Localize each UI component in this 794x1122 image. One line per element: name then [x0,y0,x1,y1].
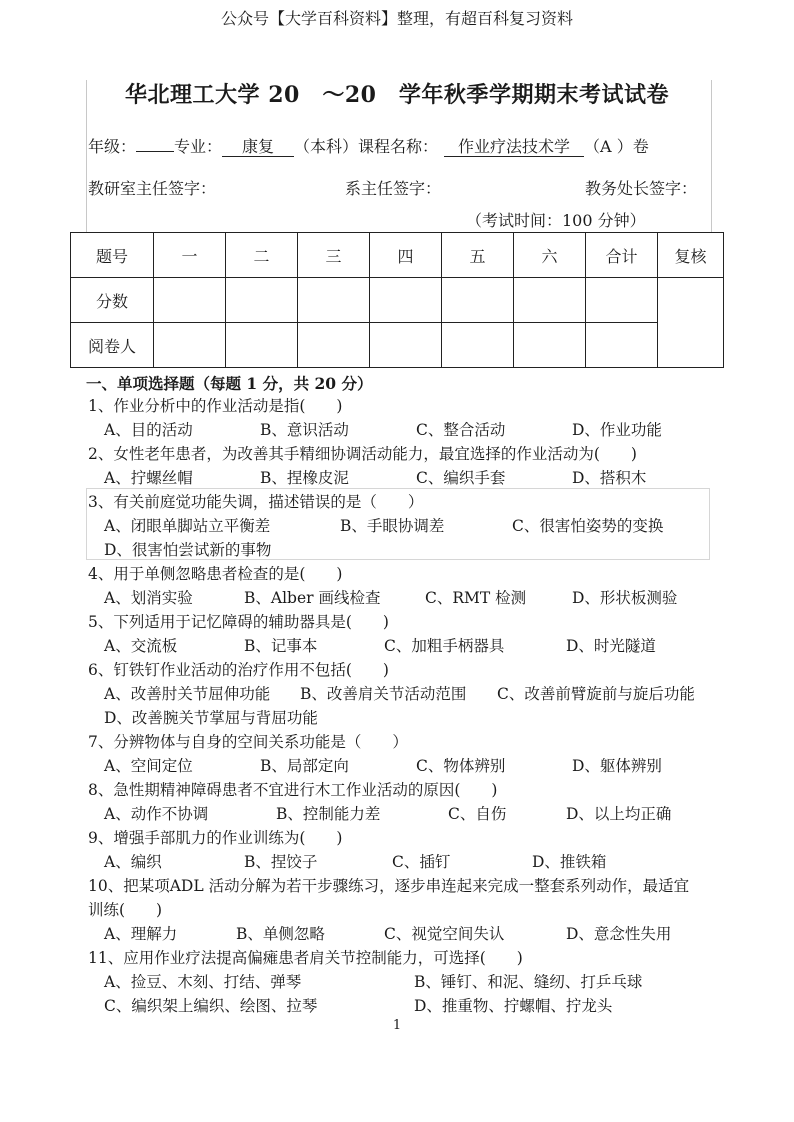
grader-cell[interactable] [154,323,226,368]
option[interactable]: C、物体辨别 [416,757,506,775]
question-stem: 11、应用作业疗法提高偏瘫患者肩关节控制能力，可选择( ) [88,949,523,967]
question-stem: 9、增强手部肌力的作业训练为( ) [88,829,343,847]
option[interactable]: A、改善肘关节屈伸功能 [104,685,271,703]
header-cell: 题号 [71,233,154,278]
info-row [88,134,649,157]
exam-title: 华北理工大学 20 ～20 学年秋季学期期末考试试卷 [125,82,669,108]
course-value: 作业疗法技术学 [444,138,584,157]
row-label-grader: 阅卷人 [71,323,154,368]
option[interactable]: B、捏橡皮泥 [260,469,349,487]
row-label-score: 分数 [71,278,154,323]
question-stem: 4、用于单侧忽略患者检查的是( ) [88,565,343,583]
option[interactable]: D、意念性失用 [566,925,672,943]
option[interactable]: B、控制能力差 [276,805,381,823]
option[interactable]: A、动作不协调 [104,805,209,823]
option[interactable]: A、捡豆、木刻、打结、弹琴 [104,973,302,991]
page-number: 1 [392,1018,402,1033]
question-stem: 7、分辨物体与自身的空间关系功能是（ ） [88,733,408,751]
question-stem: 8、急性期精神障碍患者不宜进行木工作业活动的原因( ) [88,781,498,799]
option[interactable]: C、自伤 [448,805,507,823]
question-stem: 2、女性老年患者，为改善其手精细协调活动能力，最宜选择的作业活动为( ) [88,445,637,463]
question-stem: 5、下列适用于记忆障碍的辅助器具是( ) [88,613,389,631]
option[interactable]: D、搭积木 [572,469,647,487]
grader-cell[interactable] [442,323,514,368]
major-label: 专业： [174,137,223,156]
option[interactable]: A、理解力 [104,925,178,943]
score-table [70,232,724,368]
option[interactable]: B、局部定向 [260,757,349,775]
option[interactable]: B、Alber 画线检查 [244,589,381,607]
sig-dean-label: 教务处长签字： [585,179,698,198]
option[interactable]: D、形状板测验 [572,589,678,607]
sig-director-label: 教研室主任签字： [88,179,217,198]
option[interactable]: C、改善前臂旋前与旋后功能 [497,685,695,703]
option[interactable]: D、以上均正确 [566,805,672,823]
section-title: 一、单项选择题（每题 1 分，共 20 分） [86,374,373,393]
option[interactable]: B、单侧忽略 [236,925,325,943]
score-cell[interactable] [586,278,658,323]
grader-cell[interactable] [226,323,298,368]
exam-time: （考试时间：100 分钟） [466,211,646,230]
option[interactable]: D、推铁箱 [532,853,607,871]
option[interactable]: D、改善腕关节掌屈与背屈功能 [104,709,318,727]
score-cell[interactable] [226,278,298,323]
option[interactable]: B、捏饺子 [244,853,318,871]
option[interactable]: A、空间定位 [104,757,193,775]
option[interactable]: A、编织 [104,853,162,871]
option[interactable]: D、时光隧道 [566,637,656,655]
option[interactable]: A、目的活动 [104,421,193,439]
option[interactable]: B、改善肩关节活动范围 [300,685,467,703]
score-cell[interactable] [298,278,370,323]
score-cell[interactable] [514,278,586,323]
question-stem: 3、有关前庭觉功能失调，描述错误的是（ ） [88,493,424,511]
option[interactable]: C、编织架上编织、绘图、拉琴 [104,997,318,1015]
header-cell: 六 [514,233,586,278]
option[interactable]: B、记事本 [244,637,318,655]
question-stem-continued: 训练( ) [88,901,163,919]
option[interactable]: D、作业功能 [572,421,662,439]
header-cell: 四 [370,233,442,278]
score-cell[interactable] [154,278,226,323]
grader-cell[interactable] [298,323,370,368]
option[interactable]: C、RMT 检测 [425,589,527,607]
header-cell: 五 [442,233,514,278]
option[interactable]: C、整合活动 [416,421,506,439]
option[interactable]: A、交流板 [104,637,178,655]
option[interactable]: A、闭眼单脚站立平衡差 [104,517,271,535]
option[interactable]: C、加粗手柄器具 [384,637,505,655]
grade-label: 年级： [88,137,137,156]
header-cell: 一 [154,233,226,278]
option[interactable]: C、很害怕姿势的变换 [512,517,664,535]
header-cell: 复核 [658,233,724,278]
sig-dept-label: 系主任签字： [345,179,442,198]
header-cell: 二 [226,233,298,278]
top-note: 公众号【大学百科资料】整理，有超百科复习资料 [220,9,573,28]
option[interactable]: C、编织手套 [416,469,506,487]
score-cell[interactable] [442,278,514,323]
review-cell[interactable] [658,278,724,368]
score-cell[interactable] [370,278,442,323]
paper-type: （A ）卷 [584,137,649,156]
option[interactable]: C、插钉 [392,853,451,871]
grader-cell[interactable] [370,323,442,368]
option[interactable]: D、推重物、拧螺帽、拧龙头 [414,997,613,1015]
question-stem: 1、作业分析中的作业活动是指( ) [88,397,343,415]
option[interactable]: A、划消实验 [104,589,193,607]
option[interactable]: C、视觉空间失认 [384,925,505,943]
option[interactable]: D、很害怕尝试新的事物 [104,541,272,559]
option[interactable]: D、躯体辨别 [572,757,662,775]
header-cell: 三 [298,233,370,278]
option[interactable]: B、手眼协调差 [340,517,445,535]
major-value: 康复 [222,138,294,157]
level-text: （本科）课程名称： [294,137,439,156]
option[interactable]: B、锤钉、和泥、缝纫、打乒乓球 [414,973,643,991]
question-stem: 6、钉铁钉作业活动的治疗作用不包括( ) [88,661,389,679]
option[interactable]: B、意识活动 [260,421,349,439]
grade-blank [136,151,174,152]
grader-cell[interactable] [586,323,658,368]
header-cell: 合计 [586,233,658,278]
option[interactable]: A、拧螺丝帽 [104,469,193,487]
question-stem: 10、把某项ADL 活动分解为若干步骤练习，逐步串连起来完成一整套系列动作，最适宜 [88,877,690,895]
grader-cell[interactable] [514,323,586,368]
